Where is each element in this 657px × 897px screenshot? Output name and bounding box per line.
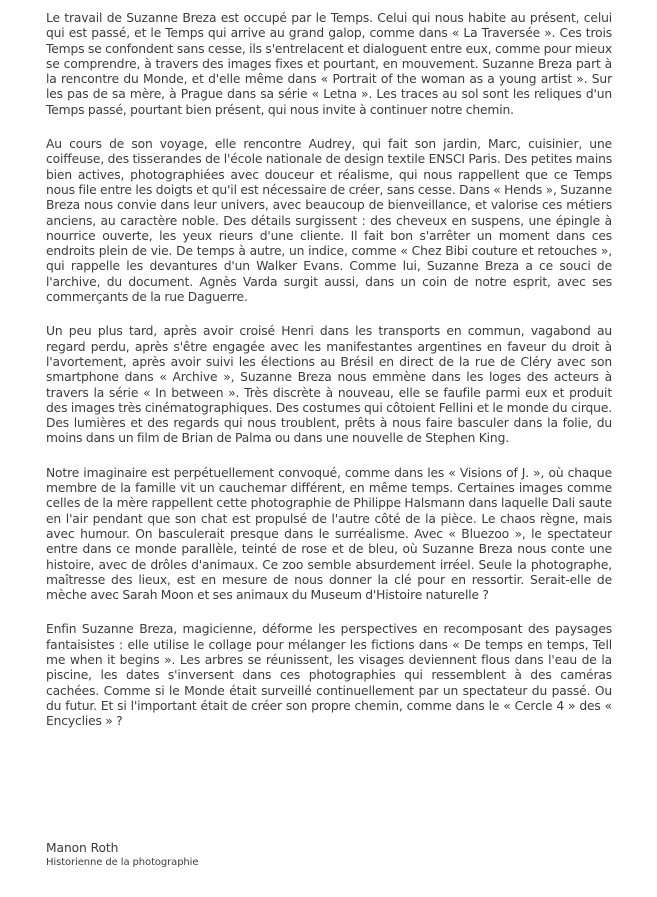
author-name: Manon Roth [46, 841, 119, 855]
paragraph-1: Le travail de Suzanne Breza est occupé par le Temps. Celui qui nous habite au présent, celui qui est passé, et le Temps qui arrive au grand galop, comme dans « La Traversée ». Ces trois Temps se confondent sans cesse, ils s'entrelacent et dialoguent entre eux, comme pour mieux se comprendre, à travers des images fixes et pourtant, en mouvement. Suzanne Breza part à la rencontre du Monde, et d'elle même dans « Portrait of the woman as a young artist ». Sur les pas de sa mère, à Prague dans sa série « Letna ». Les traces au sol sont les reliques d'un Temps passé, pourtant bien présent, qui nous invite à continuer notre chemin. [46, 11, 612, 117]
paragraph-4: Notre imaginaire est perpétuellement convoqué, comme dans les « Visions of J. », où chaque membre de la famille vit un cauchemar différent, en même temps. Certaines images comme celles de la mère rappellent cette photographie de Philippe Halsmann dans laquelle Dali saute en l'air pendant que son chat est propulsé de l'autre côté de la pièce. Le chaos règne, mais avec humour. On basculerait presque dans le surréalisme. Avec « Bluezoo », le spectateur entre dans ce monde parallèle, teinté de rose et de bleu, où Suzanne Breza nous conte une histoire, avec de drôles d'animaux. Ce zoo semble absurdement irréel. Seule la photographe, maîtresse des lieux, est en mesure de nous donner la clé pour en ressortir. Serait-elle de mèche avec Sarah Moon et ses animaux du Museum d'Histoire naturelle ? [46, 465, 612, 603]
paragraph-3: Un peu plus tard, après avoir croisé Henri dans les transports en commun, vagabond au regard perdu, après s'être engagée avec les manifestantes argentines en faveur du droit à l'avortement, après avoir suivi les élections au Brésil en direct de la rue de Cléry avec son smartphone dans « Archive », Suzanne Breza nous emmène dans les loges des acteurs à travers la série « In between ». Très discrète à nouveau, elle se faufile parmi eux et produit des images très cinématographiques. Des costumes qui côtoient Fellini et le monde du cirque. Des lumières et des regards qui nous troublent, prêts à nous faire basculer dans la folie, du moins dans un film de Brian de Palma ou dans une nouvelle de Stephen King. [46, 324, 612, 446]
signature-block [46, 841, 198, 869]
author-role: Historienne de la photographie [46, 857, 199, 868]
paragraph-2: Au cours de son voyage, elle rencontre Audrey, qui fait son jardin, Marc, cuisinier, une coiffeuse, des tisserandes de l'école nationale de design textile ENSCI Paris. Des petites mains bien actives, photographiées avec douceur et réalisme, qui nous rappellent que ce Temps nous file entre les doigts et qu'il est nécessaire de créer, sans cesse. Dans « Hends », Suzanne Breza nous convie dans leur univers, avec beaucoup de bienveillance, et valorise ces métiers anciens, au caractère noble. Des détails surgissent : des cheveux en suspens, une épingle à nourrice ouverte, les yeux rieurs d'une cliente. Il fait bon s'arrêter un moment dans ces endroits plein de vie. De temps à autre, un indice, comme « Chez Bibi couture et retouches », qui rappelle les devantures d'un Walker Evans. Comme lui, Suzanne Breza a ce souci de l'archive, du document. Agnès Varda surgit aussi, dans un coin de notre esprit, avec ses commerçants de la rue Daguerre. [46, 137, 612, 305]
article-body [46, 11, 612, 748]
paragraph-5: Enfin Suzanne Breza, magicienne, déforme les perspectives en recomposant des paysages fantaisistes : elle utilise le collage pour mélanger les fictions dans « De temps en temps, Tell me when it begins ». Les arbres se réunissent, les visages deviennent flous dans l'eau de la piscine, les dates s'inversent dans ces photographies qui ressemblent à des caméras cachées. Comme si le Monde était surveillé continuellement par un spectateur du passé. Ou du futur. Et si l'important était de créer son propre chemin, comme dans le « Cercle 4 » des « Encyclies » ? [46, 622, 612, 729]
